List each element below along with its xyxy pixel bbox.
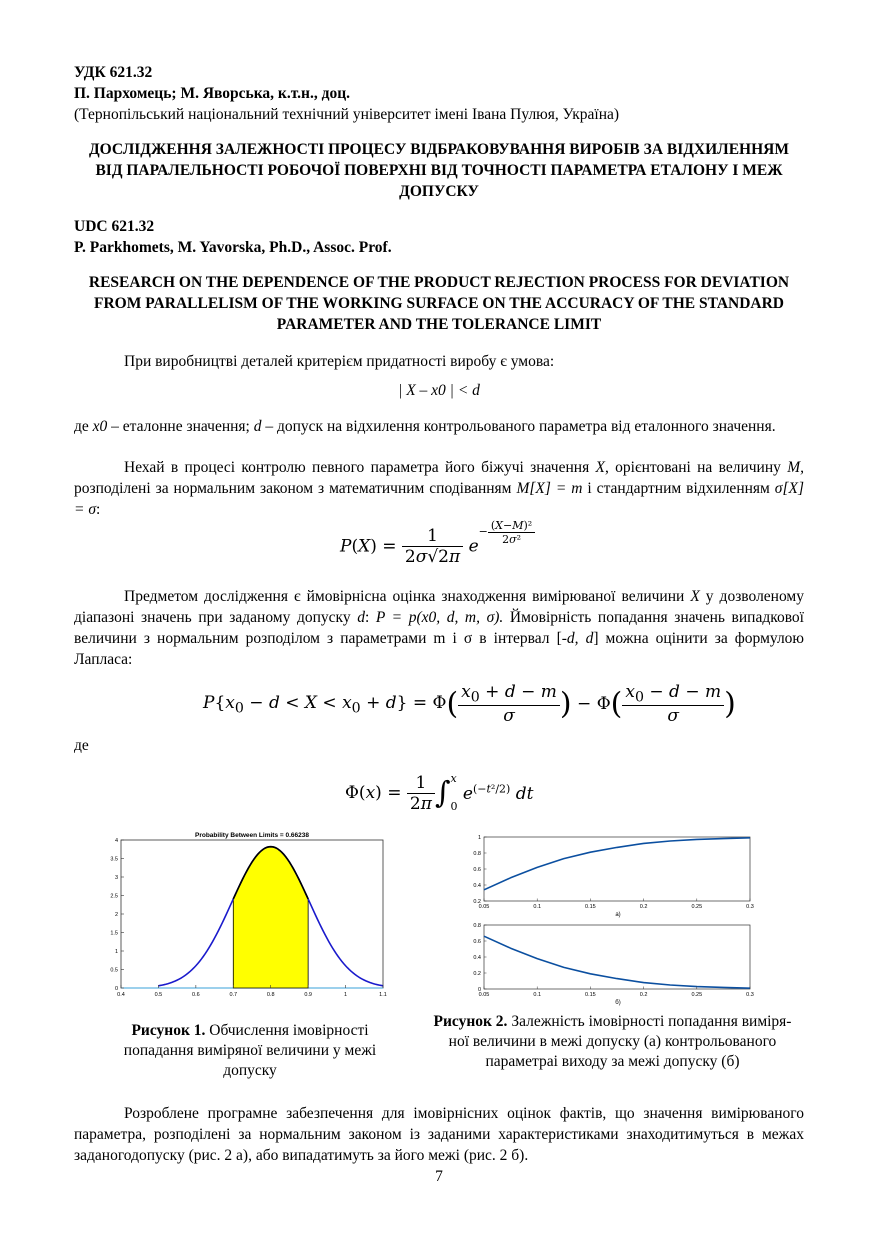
fig1-ytick-label: 4 <box>114 838 118 844</box>
formula-normal-pdf: P(X) = $\frac{1}{2\sigma√2\pi}$ $e^{- \frac{\text{(X−M)²}}{\text{2σ²}}}$ <box>340 526 535 567</box>
fig2-ytick-label: 1 <box>477 835 481 841</box>
fig2-ytick-label: 0.8 <box>473 851 481 857</box>
fig2-ytick-label: 0.6 <box>473 939 481 945</box>
figure-1-caption: Рисунок 1. Обчислення імовірності попадання виміряної величини у межі допуску <box>123 1022 377 1079</box>
fig2-ytick-label: 0.2 <box>473 899 481 905</box>
fig2b-label: б) <box>615 1000 621 1006</box>
paragraph-1: При виробництві деталей критерієм придатності виробу є умова: <box>124 353 555 370</box>
fig2a-label: а) <box>615 912 621 918</box>
fig1-ytick-label: 2.5 <box>110 893 118 900</box>
fig2-xtick-label: 0.25 <box>691 992 703 998</box>
fig1-xtick-label: 0.5 <box>154 992 163 998</box>
fig2-xtick-label: 0.25 <box>691 904 703 910</box>
page-number: 7 <box>435 1168 443 1185</box>
udc-en: UDC 621.32 <box>74 218 155 235</box>
fig2-ytick-label: 0.4 <box>473 955 481 961</box>
fig1-xtick-label: 1.1 <box>379 992 387 998</box>
fig1-ytick-label: 3 <box>114 875 118 881</box>
fig1-xtick-label: 0.6 <box>192 992 200 998</box>
fig2-ytick-label: 0.8 <box>473 923 481 929</box>
fig1-xtick-label: 0.4 <box>117 992 125 998</box>
figure-2-chart <box>462 830 762 1006</box>
paragraph-3: Нехай в процесі контролю певного параметра його біжучі значення X, орієнтовані на величину M, розподілені за нормальним законом з математичним сподіванням M[X] = m і стандартним відхиленням σ[X] = σ: <box>74 459 804 518</box>
fig1-ytick-label: 1 <box>114 949 118 955</box>
fig2-ytick-label: 0.6 <box>473 867 481 873</box>
fig1-ytick-label: 0.5 <box>110 967 118 974</box>
fig2-ytick-label: 0.2 <box>473 971 481 977</box>
fig2-xtick-label: 0.1 <box>533 992 542 998</box>
fig1-ytick-label: 3.5 <box>110 856 118 863</box>
title-en: RESEARCH ON THE DEPENDENCE OF THE PRODUCT REJECTION PROCESS FOR DEVIATION FROM PARALLELISM OF THE WORKING SURFACE ON THE ACCURACY OF THE STANDARD PARAMETER AND THE TOLERANCE LIMIT <box>88 274 790 333</box>
fig1-xtick-label: 0.7 <box>229 992 238 998</box>
fig2-xtick-label: 0.15 <box>585 992 596 998</box>
fig2-xtick-label: 0.3 <box>746 992 754 998</box>
fig1-title: Probability Between Limits = 0.66238 <box>195 832 309 839</box>
fig2-xtick-label: 0.15 <box>585 904 596 910</box>
figure-2b-plot <box>473 923 753 998</box>
fig2-xtick-label: 0.1 <box>533 904 542 910</box>
fig1-ytick-label: 1.5 <box>110 930 118 937</box>
fig2-xtick-label: 0.05 <box>478 992 490 998</box>
figure-2a-plot <box>473 835 753 910</box>
fig1-xtick-label: 0.9 <box>304 992 312 998</box>
fig1-xtick-label: 0.8 <box>266 992 275 998</box>
fig2-xtick-label: 0.05 <box>478 904 490 910</box>
affiliation-ua: (Тернопільський національний технічний університет імені Івана Пулюя, Україна) <box>74 106 620 123</box>
fig2-xtick-label: 0.3 <box>746 904 754 910</box>
fig2-ytick-label: 0 <box>477 987 481 993</box>
udc-ua: УДК 621.32 <box>74 64 153 81</box>
fig2-xtick-label: 0.2 <box>639 904 648 910</box>
authors-en: P. Parkhomets, M. Yavorska, Ph.D., Assoc. Prof. <box>74 239 392 256</box>
fig1-xtick-label: 1 <box>344 992 348 998</box>
fig1-ytick-label: 0 <box>114 986 118 992</box>
title-ua: ДОСЛІДЖЕННЯ ЗАЛЕЖНОСТІ ПРОЦЕСУ ВІДБРАКОВУВАННЯ ВИРОБІВ ЗА ВІДХИЛЕННЯМ ВІД ПАРАЛЕЛЬНОСТІ РОБОЧОЇ ПОВЕРХНІ ВІД ТОЧНОСТІ ПАРАМЕТРА ЕТАЛОНУ І МЕЖ ДОПУСКУ <box>88 141 789 200</box>
formula-phi: Φ(x) = $\frac{1}{2\pi}$ ∫ x 0 $e^{(-t^2/2)}$ dt <box>345 772 534 814</box>
label-de: де <box>74 737 89 754</box>
paragraph-4: Предметом дослідження є ймовірнісна оцінка знаходження вимірюваної величини X у дозволеному діапазоні значень при заданому допуску d: P = p(x0, d, m, σ). Ймовірність попадання значень випадкової величини з нормальним розподілом з параметрами m і σ в інтервал [-d, d] можна оцінити за формулою Лапласа: <box>74 588 805 668</box>
equation-condition: | X – x0 | < d <box>398 382 480 399</box>
fig2-xtick-label: 0.2 <box>639 992 648 998</box>
figure-1-chart <box>108 828 392 1003</box>
fig2-ytick-label: 0.4 <box>473 883 481 889</box>
paragraph-2: де x0 – еталонне значення; d – допуск на відхилення контрольованого параметра від еталонного значення. <box>74 418 776 435</box>
paragraph-5: Розроблене програмне забезпечення для імовірнісних оцінок фактів, що значення вимірюваного параметра, розподілені за нормальним законом із заданими характеристиками знаходитимуться в межах заданогодопуску (рис. 2 а), або випадатимуть за його межі (рис. 2 б). <box>74 1105 804 1164</box>
fig1-ytick-label: 2 <box>114 912 118 918</box>
authors-ua: П. Пархомець; М. Яворська, к.т.н., доц. <box>74 85 351 102</box>
figure-2-caption: Рисунок 2. Залежність імовірності попадання виміря- ної величини в межі допуску (а) контрольованого параметраі виходу за межі допуску (б) <box>433 1013 792 1070</box>
formula-laplace: $P\{x_0 - d < X < x_0 + d\} = \Phi$( $\frac{x_0 + d - m}{\sigma}$ ) − Φ( $\frac{x_0 - d - m}{\sigma}$ ) <box>203 682 736 727</box>
